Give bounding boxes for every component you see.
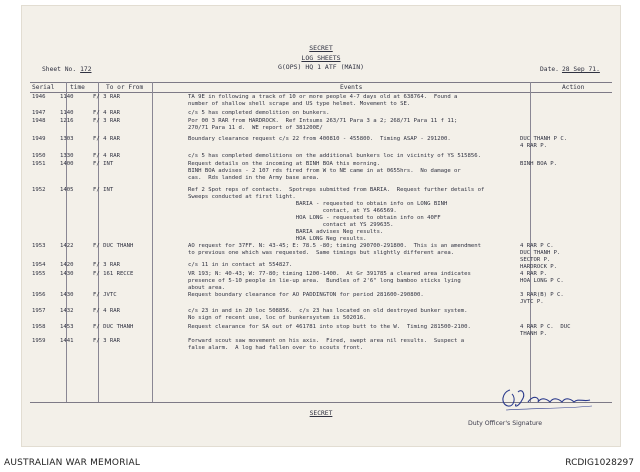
entry-serial: 1951 (32, 161, 46, 167)
entry-to-from: F/ 4 RAR (93, 136, 120, 142)
column-divider (66, 82, 67, 402)
sheet-date-label: Date. (540, 66, 559, 73)
entry-to-from: F/ 4 RAR (93, 110, 120, 116)
entry-to-from: F/ 3 RAR (93, 94, 120, 100)
entry-event-text: c/s 23 in and in 20 loc 508856. c/s 23 has located on old destroyed bunker system. No sign of recent use, loc of bunkersystem is 502016. (188, 308, 468, 321)
entry-serial: 1956 (32, 292, 46, 298)
sheet-date-value: 28 Sep 71. (561, 66, 600, 73)
table-top-rule (30, 82, 612, 83)
entry-event-text: Forward scout saw movement on his axis. Fired, swept area nil results. Suspect a false alarm. A log had fallen over to scouts front. (188, 338, 465, 351)
table-header-rule (30, 92, 612, 93)
entry-event-text: Request details on the incoming at BINH BOA this morning. BINH BOA advises - 2 107 rds fired from W to NE came in at 0655hrs. No damage or cas. Rds landed in the Army base area. (188, 161, 461, 181)
entry-action: 3 RAR(B) P C. JVTC P. (520, 292, 564, 305)
entry-to-from: F/ DUC THANH (93, 324, 134, 330)
entry-event-text: Ref 2 Spot reps of contacts. Spotreps submitted from BARIA. Request further details of Sweeps conducted at first light. BARIA - requested to obtain info on LONG BINH contact, at YS 466569. HOA LONG - requested to obtain info on 40FF contact at YS 299635. BARIA advises Neg results. HOA LONG Neg results. (188, 187, 485, 242)
entry-time: 1432 (60, 308, 74, 314)
entry-to-from: F/ 161 RECCE (93, 271, 134, 277)
entry-event-text: Boundary clearance request c/s 22 from 400810 - 455800. Timing ASAP - 291200. (188, 136, 451, 142)
entry-time: 1216 (60, 118, 74, 124)
column-header-events: Events (340, 84, 363, 91)
duty-officer-label: Duty Officer's Signature (468, 420, 543, 427)
entry-time: 1430 (60, 271, 74, 277)
secret-header: SECRET (309, 44, 333, 52)
entry-serial: 1958 (32, 324, 46, 330)
column-header-tofrom: To or From (106, 84, 144, 91)
duty-officer-signature (492, 384, 602, 414)
column-divider (530, 82, 531, 402)
entry-event-text: VR 193; N: 40-43; W: 77-80; timing 1200-1400. At Gr 391785 a cleared area indicates presence of 5-10 people in lie-up area. Bundles of 2'6" long bamboo sticks lying about area. (188, 271, 471, 291)
entry-serial: 1953 (32, 243, 46, 249)
entry-to-from: F/ 3 RAR (93, 338, 120, 344)
entry-serial: 1950 (32, 153, 46, 159)
entry-action: 4 RAR P C. DUC THANH P. SECTOR P. HARDROCK P. (520, 243, 561, 270)
entry-to-from: F/ 4 RAR (93, 153, 120, 159)
entry-event-text: AO request for 37FF. N: 43-45; E: 78.5 -80; timing 290700-291800. This is an amendment to previous one which was requested. Same timings but slightly different area. (188, 243, 481, 256)
sheet-number (42, 66, 92, 73)
column-divider (152, 82, 153, 402)
entry-event-text: Por 00 3 RAR from HARDROCK. Ref Intsums 263/71 Para 3 a 2; 268/71 Para 11 f 11; 270/71 Para 11 d. WE report of 381200E/ (188, 118, 458, 131)
entry-event-text: TA 9E in following a track of 10 or more people 4-7 days old at 638764. Found a number of shallow shell scrape and US type helmet. Movement to SE. (188, 94, 458, 107)
column-header-serial: Serial (32, 84, 55, 91)
column-header-action: Action (562, 84, 585, 91)
entry-time: 1303 (60, 136, 74, 142)
entry-time: 1140 (60, 94, 74, 100)
sheet-date (540, 66, 600, 73)
entry-time: 1441 (60, 338, 74, 344)
archive-id: RCDIG1028297 (565, 458, 634, 468)
entry-to-from: F/ INT (93, 161, 114, 167)
entry-time: 1330 (60, 153, 74, 159)
entry-serial: 1946 (32, 94, 46, 100)
entry-serial: 1954 (32, 262, 46, 268)
entry-action: DUC THANH P C. 4 RAR P. (520, 136, 568, 149)
entry-event-text: c/s 11 in in contact at 554827. (188, 262, 293, 268)
entry-action: 4 RAR P. HOA LONG P C. (520, 271, 564, 284)
entry-time: 1422 (60, 243, 74, 249)
entry-to-from: F/ 3 RAR (93, 262, 120, 268)
entry-action: BINH BOA P. (520, 161, 558, 167)
entry-to-from: F/ 3 RAR (93, 118, 120, 124)
log-sheet-paper (22, 6, 620, 446)
sheet-number-value: 172 (80, 66, 92, 73)
entry-serial: 1948 (32, 118, 46, 124)
entry-to-from: F/ JVTC (93, 292, 117, 298)
entry-event-text: Request boundary clearance for AO PADDINGTON for period 281600-290800. (188, 292, 424, 298)
entry-event-text: c/s 5 has completed demolition on bunkers. (188, 110, 330, 116)
entry-serial: 1957 (32, 308, 46, 314)
entry-time: 1430 (60, 292, 74, 298)
entry-time: 1140 (60, 110, 74, 116)
entry-serial: 1959 (32, 338, 46, 344)
page-title: LOG SHEETS (301, 54, 341, 62)
entry-serial: 1952 (32, 187, 46, 193)
column-divider (98, 82, 99, 402)
entry-time: 1405 (60, 187, 74, 193)
entry-serial: 1949 (32, 136, 46, 142)
entry-event-text: c/s 5 has completed demolitions on the additional bunkers loc in vicinity of YS 515856. (188, 153, 481, 159)
column-header-time: time (70, 84, 85, 91)
entry-to-from: F/ DUC THANH (93, 243, 134, 249)
entry-event-text: Request clearance for SA out of 461781 into stop butt to the W. Timing 281500-2100. (188, 324, 471, 330)
entry-serial: 1947 (32, 110, 46, 116)
entry-to-from: F/ INT (93, 187, 114, 193)
secret-footer: SECRET (309, 410, 333, 417)
entry-time: 1453 (60, 324, 74, 330)
archive-credit: AUSTRALIAN WAR MEMORIAL (4, 458, 141, 468)
entry-to-from: F/ 4 RAR (93, 308, 120, 314)
sheet-number-label: Sheet No. (42, 66, 77, 73)
page-subtitle: G(OPS) HQ 1 ATF (MAIN) (277, 63, 365, 71)
entry-time: 1400 (60, 161, 74, 167)
entry-serial: 1955 (32, 271, 46, 277)
entry-time: 1420 (60, 262, 74, 268)
entry-action: 4 RAR P C. DUC THANH P. (520, 324, 571, 337)
